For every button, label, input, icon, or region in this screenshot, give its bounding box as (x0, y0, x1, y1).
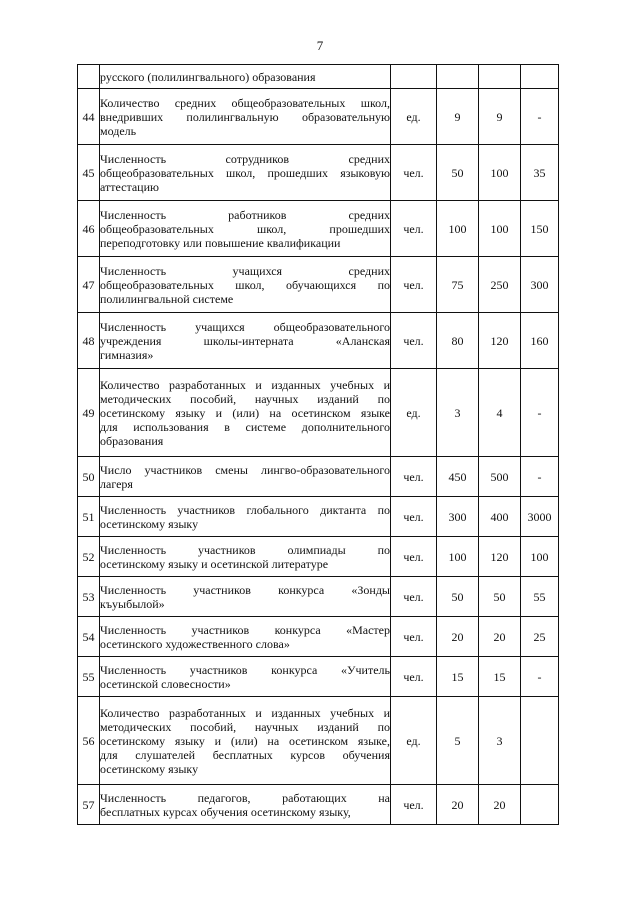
value-cell-3 (521, 785, 559, 825)
value-cell-3: 35 (521, 145, 559, 201)
table-row (78, 785, 559, 825)
table-row (78, 577, 559, 617)
value-cell-2: 9 (479, 89, 521, 145)
value-cell-1: 450 (437, 457, 479, 497)
description-line: лагеря (100, 476, 133, 491)
row-number: 55 (78, 657, 100, 697)
row-number: 47 (78, 257, 100, 313)
unit-cell: чел. (391, 201, 437, 257)
row-number: 50 (78, 457, 100, 497)
row-number (78, 65, 100, 89)
page-number: 7 (316, 38, 324, 53)
description-line: для слушателей бесплатных курсов обучения (100, 747, 390, 762)
value-cell-1: 15 (437, 657, 479, 697)
unit-cell: чел. (391, 457, 437, 497)
indicator-description (100, 65, 391, 89)
table-row (78, 537, 559, 577)
value-cell-1: 300 (437, 497, 479, 537)
description-line: Численность участников конкурса «Учитель (100, 662, 390, 677)
unit-cell (391, 65, 437, 89)
row-number: 46 (78, 201, 100, 257)
table-row (78, 497, 559, 537)
table-row (78, 457, 559, 497)
description-line: для использования в системе дополнительного (100, 419, 390, 434)
row-number: 56 (78, 697, 100, 785)
description-line: Численность педагогов, работающих на (100, 790, 390, 805)
indicator-description (100, 785, 391, 825)
indicator-description (100, 313, 391, 369)
value-cell-2 (479, 65, 521, 89)
value-cell-3: 55 (521, 577, 559, 617)
description-line: осетинскому языку и (или) на осетинском языке (100, 405, 390, 420)
row-number: 44 (78, 89, 100, 145)
unit-cell: чел. (391, 257, 437, 313)
description-line: гимназия» (100, 347, 154, 362)
value-cell-3: 100 (521, 537, 559, 577)
unit-cell: чел. (391, 577, 437, 617)
value-cell-1: 100 (437, 201, 479, 257)
table-row (78, 257, 559, 313)
row-number: 45 (78, 145, 100, 201)
value-cell-2: 250 (479, 257, 521, 313)
indicator-description (100, 617, 391, 657)
description-line: Численность работников средних (100, 207, 390, 222)
description-line: осетинского художественного слова» (100, 636, 290, 651)
row-number: 57 (78, 785, 100, 825)
unit-cell: чел. (391, 497, 437, 537)
unit-cell: чел. (391, 657, 437, 697)
indicator-description (100, 145, 391, 201)
table-body (78, 65, 559, 825)
table-row (78, 697, 559, 785)
description-line: осетинскому языку и осетинской литературе (100, 556, 329, 571)
row-number: 51 (78, 497, 100, 537)
description-line: полилингвальной системе (100, 291, 234, 306)
value-cell-1: 20 (437, 785, 479, 825)
description-line: Численность участников конкурса «Мастер (100, 622, 390, 637)
unit-cell: ед. (391, 697, 437, 785)
description-line: общеобразовательных школ, обучающихся по (100, 277, 390, 292)
table-row (78, 201, 559, 257)
table-row (78, 657, 559, 697)
description-line: осетинскому языку (100, 761, 199, 776)
description-line: общеобразовательных школ, прошедших языковую (100, 165, 390, 180)
unit-cell: чел. (391, 537, 437, 577)
indicator-description (100, 257, 391, 313)
value-cell-3: 3000 (521, 497, 559, 537)
value-cell-1: 5 (437, 697, 479, 785)
value-cell-2: 15 (479, 657, 521, 697)
row-number: 48 (78, 313, 100, 369)
value-cell-3: - (521, 457, 559, 497)
description-line: Количество разработанных и изданных учебных и (100, 377, 390, 392)
value-cell-3 (521, 65, 559, 89)
table-row (78, 369, 559, 457)
description-line: Численность участников конкурса «Зонды (100, 582, 390, 597)
value-cell-1: 9 (437, 89, 479, 145)
description-line: модель (100, 123, 137, 138)
value-cell-2: 100 (479, 145, 521, 201)
row-number: 52 (78, 537, 100, 577)
indicator-description (100, 537, 391, 577)
unit-cell: чел. (391, 313, 437, 369)
description-line: Численность участников олимпиады по (100, 542, 390, 557)
table-row (78, 145, 559, 201)
description-line: методических пособий, научных изданий по (100, 719, 390, 734)
value-cell-2: 20 (479, 785, 521, 825)
value-cell-1: 3 (437, 369, 479, 457)
indicators-table (77, 64, 559, 825)
description-line: общеобразовательных школ, прошедших (100, 221, 390, 236)
value-cell-3: 300 (521, 257, 559, 313)
value-cell-2: 500 (479, 457, 521, 497)
description-line: переподготовку или повышение квалификации (100, 235, 341, 250)
indicator-description (100, 577, 391, 617)
description-line: методических пособий, научных изданий по (100, 391, 390, 406)
description-line: Численность учащихся средних (100, 263, 390, 278)
row-number: 54 (78, 617, 100, 657)
description-line: Количество разработанных и изданных учебных и (100, 705, 390, 720)
table-row (78, 313, 559, 369)
description-line: Численность участников глобального диктанта по (100, 502, 390, 517)
indicator-description (100, 457, 391, 497)
value-cell-2: 20 (479, 617, 521, 657)
unit-cell: ед. (391, 89, 437, 145)
value-cell-1: 50 (437, 145, 479, 201)
table-row (78, 89, 559, 145)
value-cell-3: 25 (521, 617, 559, 657)
description-line: Численность сотрудников средних (100, 151, 390, 166)
value-cell-2: 50 (479, 577, 521, 617)
description-line: къуыбылой» (100, 596, 165, 611)
description-line: внедривших полилингвальную образовательную (100, 109, 390, 124)
unit-cell: чел. (391, 145, 437, 201)
value-cell-2: 400 (479, 497, 521, 537)
value-cell-3: - (521, 369, 559, 457)
value-cell-2: 4 (479, 369, 521, 457)
unit-cell: чел. (391, 617, 437, 657)
indicator-description (100, 89, 391, 145)
value-cell-3: - (521, 657, 559, 697)
description-line: Количество средних общеобразовательных школ, (100, 95, 390, 110)
value-cell-1: 50 (437, 577, 479, 617)
value-cell-1: 100 (437, 537, 479, 577)
indicator-description (100, 497, 391, 537)
value-cell-3: 160 (521, 313, 559, 369)
value-cell-1: 75 (437, 257, 479, 313)
value-cell-1 (437, 65, 479, 89)
indicator-description (100, 697, 391, 785)
table-row (78, 65, 559, 89)
table-row (78, 617, 559, 657)
value-cell-2: 3 (479, 697, 521, 785)
value-cell-2: 120 (479, 313, 521, 369)
description-line: русского (полилингвального) образования (100, 69, 316, 84)
description-line: бесплатных курсах обучения осетинскому языку, (100, 804, 351, 819)
description-line: учреждения школы-интерната «Аланская (100, 333, 390, 348)
indicator-description (100, 657, 391, 697)
description-line: осетинскому языку и (или) на осетинском языке, (100, 733, 390, 748)
value-cell-2: 100 (479, 201, 521, 257)
indicator-description (100, 201, 391, 257)
description-line: аттестацию (100, 179, 159, 194)
unit-cell: ед. (391, 369, 437, 457)
value-cell-3: - (521, 89, 559, 145)
value-cell-1: 20 (437, 617, 479, 657)
value-cell-1: 80 (437, 313, 479, 369)
description-line: осетинской словесности» (100, 676, 231, 691)
value-cell-3: 150 (521, 201, 559, 257)
value-cell-3 (521, 697, 559, 785)
row-number: 49 (78, 369, 100, 457)
description-line: Число участников смены лингво-образовательного (100, 462, 390, 477)
description-line: образования (100, 433, 164, 448)
description-line: осетинскому языку (100, 516, 199, 531)
value-cell-2: 120 (479, 537, 521, 577)
description-line: Численность учащихся общеобразовательного (100, 319, 390, 334)
indicator-description (100, 369, 391, 457)
unit-cell: чел. (391, 785, 437, 825)
row-number: 53 (78, 577, 100, 617)
